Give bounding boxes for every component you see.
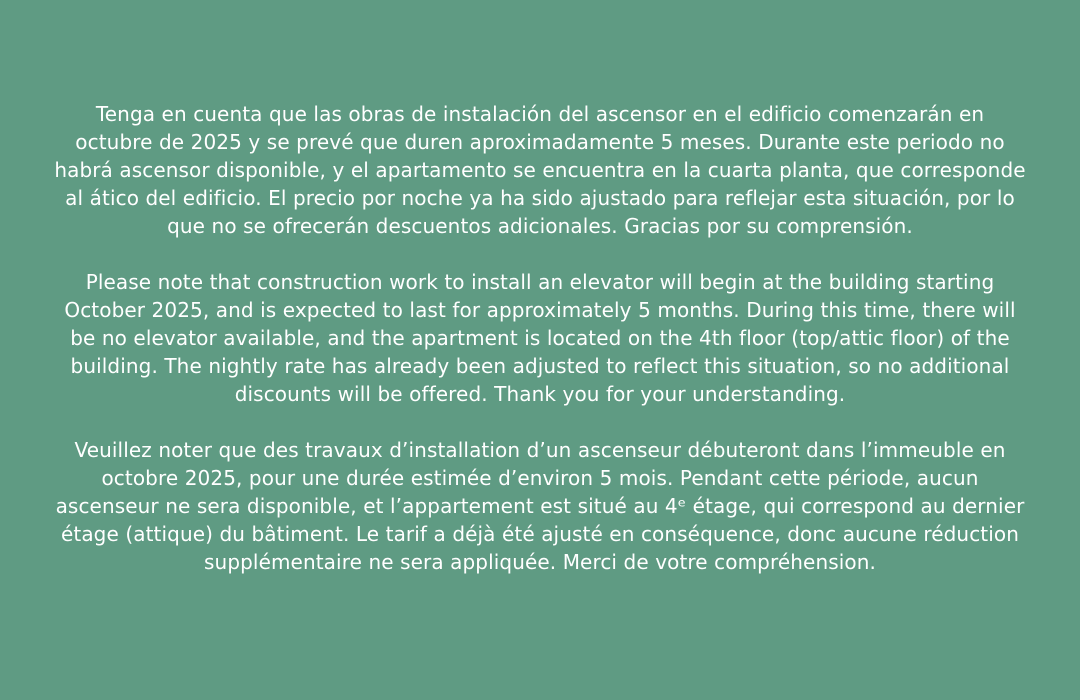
- notice-line: Tenga en cuenta que las obras de instalación del ascensor en el edificio comenzarán en: [95, 102, 985, 126]
- notice-line: habrá ascensor disponible, y el apartamento se encuentra en la cuarta planta, que corresponde: [54, 158, 1026, 182]
- notice-line: al ático del edificio. El precio por noche ya ha sido ajustado para reflejar esta situación, por lo: [65, 186, 1015, 210]
- notice-line: que no se ofrecerán descuentos adicionales. Gracias por su comprensión.: [167, 214, 913, 238]
- notice-paragraph-spanish: [0, 100, 1080, 240]
- notice-paragraph-english: [0, 268, 1080, 408]
- notice-line: Please note that construction work to install an elevator will begin at the building starting: [85, 270, 995, 294]
- notice-line: building. The nightly rate has already been adjusted to reflect this situation, so no additional: [70, 354, 1010, 378]
- notice-paragraph-french: [0, 436, 1080, 576]
- notice-line: octobre 2025, pour une durée estimée d’environ 5 mois. Pendant cette période, aucun: [101, 466, 979, 490]
- notice-line: étage (attique) du bâtiment. Le tarif a déjà été ajusté en conséquence, donc aucune réduction: [60, 522, 1020, 546]
- notice-line: October 2025, and is expected to last for approximately 5 months. During this time, there will: [64, 298, 1016, 322]
- notice-line: discounts will be offered. Thank you for your understanding.: [234, 382, 846, 406]
- notice-line: supplémentaire ne sera appliquée. Merci de votre compréhension.: [204, 550, 876, 574]
- notice-text-block: [0, 100, 1080, 576]
- notice-line: Veuillez noter que des travaux d’installation d’un ascenseur débuteront dans l’immeuble en: [74, 438, 1006, 462]
- notice-line: octubre de 2025 y se prevé que duren aproximadamente 5 meses. Durante este periodo no: [75, 130, 1005, 154]
- notice-line: be no elevator available, and the apartment is located on the 4th floor (top/attic floor) of the: [70, 326, 1010, 350]
- notice-line: ascenseur ne sera disponible, et l’appartement est situé au 4ᵉ étage, qui correspond au dernier: [55, 494, 1025, 518]
